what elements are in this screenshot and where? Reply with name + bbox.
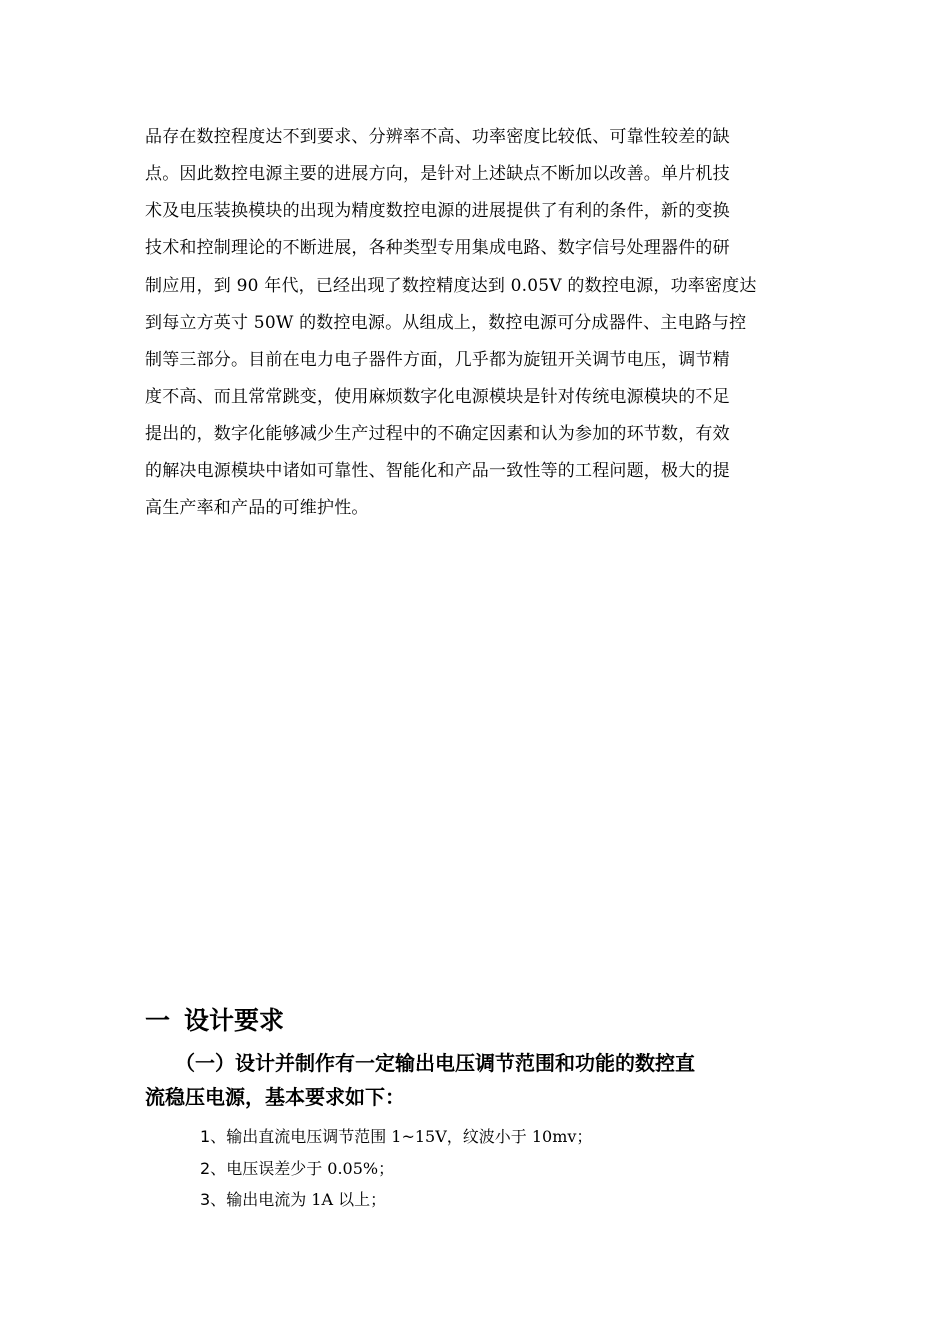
requirement-index: 3、 (200, 1190, 227, 1209)
requirement-text: 输出电流为 1A 以上； (226, 1190, 387, 1209)
intro-line: 度不高、而且常常跳变，使用麻烦数字化电源模块是针对传统电源模块的不足 (145, 387, 730, 407)
requirement-index: 2、 (200, 1159, 227, 1178)
requirement-item (200, 1126, 592, 1148)
intro-line: 品存在数控程度达不到要求、分辨率不高、功率密度比较低、可靠性较差的缺 (145, 127, 730, 147)
section-title: 设计要求 (184, 1006, 285, 1035)
requirement-text: 电压误差少于 0.05%； (226, 1159, 395, 1178)
requirement-item (200, 1189, 386, 1211)
intro-line: 提出的，数字化能够减少生产过程中的不确定因素和认为参加的环节数，有效 (145, 424, 730, 444)
intro-line: 高生产率和产品的可维护性。 (145, 498, 369, 518)
requirement-index: 1、 (200, 1127, 227, 1146)
requirement-text: 输出直流电压调节范围 1~15V，纹波小于 10mv； (226, 1127, 593, 1146)
intro-line: 制等三部分。目前在电力电子器件方面，几乎都为旋钮开关调节电压，调节精 (145, 350, 730, 370)
requirement-item (200, 1158, 394, 1180)
intro-line: 术及电压装换模块的出现为精度数控电源的进展提供了有利的条件，新的变换 (145, 201, 730, 221)
intro-line: 到每立方英寸 50W 的数控电源。从组成上，数控电源可分成器件、主电路与控 (145, 313, 747, 333)
intro-line: 技术和控制理论的不断进展，各种类型专用集成电路、数字信号处理器件的研 (145, 238, 730, 258)
subheading-line: （一）设计并制作有一定输出电压调节范围和功能的数控直 (175, 1051, 695, 1075)
intro-line: 的解决电源模块中诸如可靠性、智能化和产品一致性等的工程问题，极大的提 (145, 461, 730, 481)
subheading-line: 流稳压电源，基本要求如下： (145, 1085, 405, 1109)
section-number: 一 (145, 1006, 171, 1035)
intro-line: 制应用，到 90 年代，已经出现了数控精度达到 0.05V 的数控电源，功率密度达 (145, 276, 757, 296)
section-heading (145, 1004, 284, 1038)
intro-line: 点。因此数控电源主要的进展方向，是针对上述缺点不断加以改善。单片机技 (145, 164, 730, 184)
